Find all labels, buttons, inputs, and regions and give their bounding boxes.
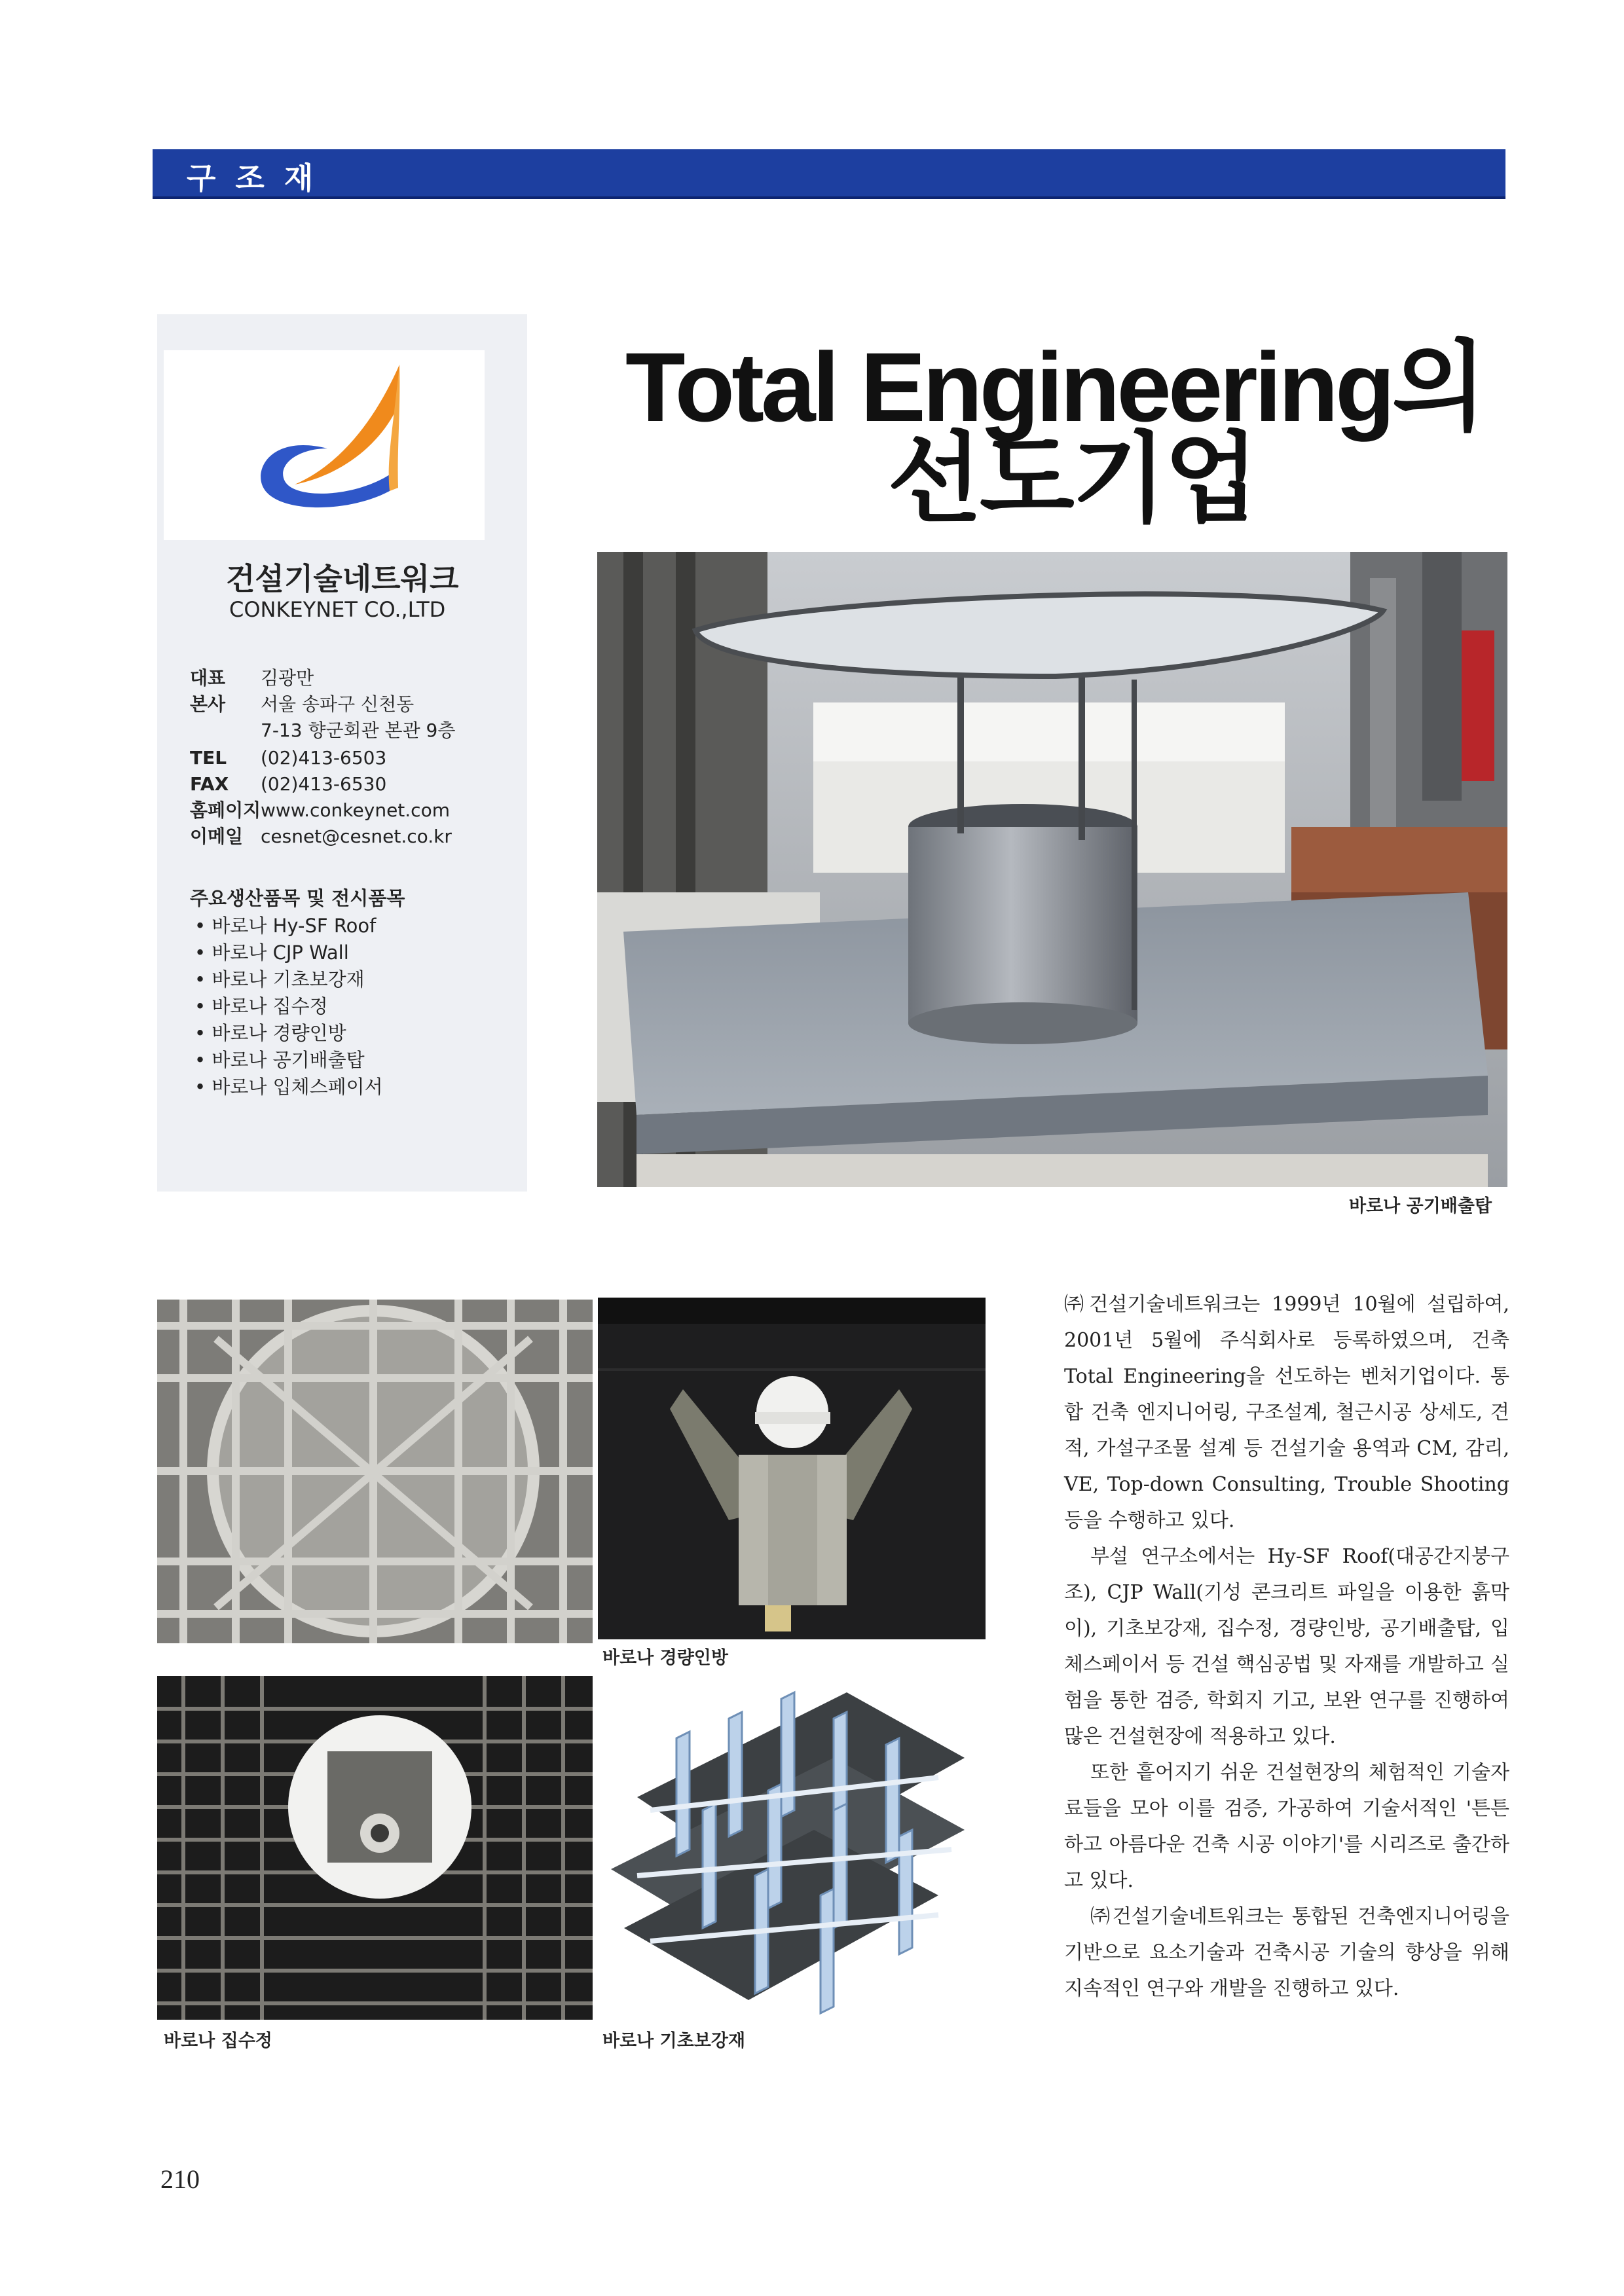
info-key: 대표: [190, 667, 226, 689]
page-number: 210: [160, 2164, 200, 2194]
homepage-link[interactable]: www.conkeynet.com: [261, 799, 450, 821]
info-key: FAX: [190, 773, 229, 795]
photo-sump-installed: [157, 1676, 593, 2020]
info-key: 홈페이지: [190, 799, 261, 821]
photo-sump-rebar: [157, 1300, 593, 1643]
product-item: • 바로나 Hy-SF Roof: [194, 915, 377, 937]
email-link[interactable]: cesnet@cesnet.co.kr: [261, 826, 452, 847]
product-item: • 바로나 기초보강재: [194, 968, 365, 991]
article-title-line-2: 선도기업: [887, 424, 1257, 534]
article-body: [1064, 1286, 1509, 2007]
product-item: • 바로나 경량인방: [194, 1022, 346, 1044]
logo-icon: [164, 350, 485, 540]
body-paragraph: ㈜건설기술네트워크는 1999년 10월에 설립하여, 2001년 5월에 주식회사로 등록하였으며, 건축 Total Engineering을 선도하는 벤처기업이다. 통합 건축 엔지니어링, 구조설계, 철근시공 상세도, 견적, 가설구조물 설계 등 건설기술 용역과 CM, 감리, VE, Top-down Consulting, Trouble Shooting 등을 수행하고 있다.: [1064, 1293, 1509, 1532]
products-title: 주요생산품목 및 전시품목: [190, 887, 405, 909]
reinforcement-caption: 바로나 기초보강재: [602, 2031, 746, 2051]
info-value: 김광만: [261, 667, 314, 689]
photo-lightweight-lintel: [598, 1298, 986, 1639]
illustration-foundation-reinforcement: [598, 1679, 986, 2020]
product-item: • 바로나 입체스페이서: [194, 1076, 383, 1098]
article-title-line-1: Total Engineering의: [625, 332, 1484, 442]
info-key: 이메일: [190, 826, 244, 847]
product-item: • 바로나 CJP Wall: [194, 941, 349, 964]
body-paragraph: 부설 연구소에서는 Hy-SF Roof(대공간지붕구조), CJP Wall(기성 콘크리트 파일을 이용한 흙막이), 기초보강재, 집수정, 경량인방, 공기배출탑, 입체스페이서 등 건설 핵심공법 및 자재를 개발하고 실험을 통한 검증, 학회지 기고, 보완 연구를 진행하여 많은 건설현장에 적용하고 있다.: [1064, 1545, 1509, 1748]
info-value: (02)413-6503: [261, 747, 387, 769]
section-banner: [153, 149, 1505, 199]
body-paragraph: 또한 흩어지기 쉬운 건설현장의 체험적인 기술자료들을 모아 이를 검증, 가공하여 기술서적인 '튼튼하고 아름다운 건축 시공 이야기'를 시리즈로 출간하고 있다.: [1064, 1761, 1509, 1892]
main-photo-caption: 바로나 공기배출탑: [1349, 1196, 1492, 1216]
sump-photo-caption: 바로나 집수정: [164, 2031, 272, 2051]
section-label: 구조재: [187, 160, 333, 196]
company-name-ko: 건설기술네트워크: [226, 561, 459, 596]
product-item: • 바로나 집수정: [194, 995, 328, 1017]
info-key: 본사: [190, 693, 226, 715]
lintel-photo-caption: 바로나 경량인방: [602, 1648, 728, 1668]
company-name-en: CONKEYNET CO.,LTD: [229, 597, 446, 622]
photo-air-vent-tower: [597, 552, 1507, 1187]
body-paragraph: ㈜건설기술네트워크는 통합된 건축엔지니어링을 기반으로 요소기술과 건축시공 기술의 향상을 위해 지속적인 연구와 개발을 진행하고 있다.: [1064, 1905, 1509, 2000]
info-key: TEL: [190, 747, 227, 769]
product-item: • 바로나 공기배출탑: [194, 1049, 365, 1071]
info-value: 7-13 향군회관 본관 9층: [261, 720, 456, 741]
company-logo: [164, 350, 485, 540]
info-value: (02)413-6530: [261, 773, 387, 795]
info-value: 서울 송파구 신천동: [261, 693, 415, 715]
